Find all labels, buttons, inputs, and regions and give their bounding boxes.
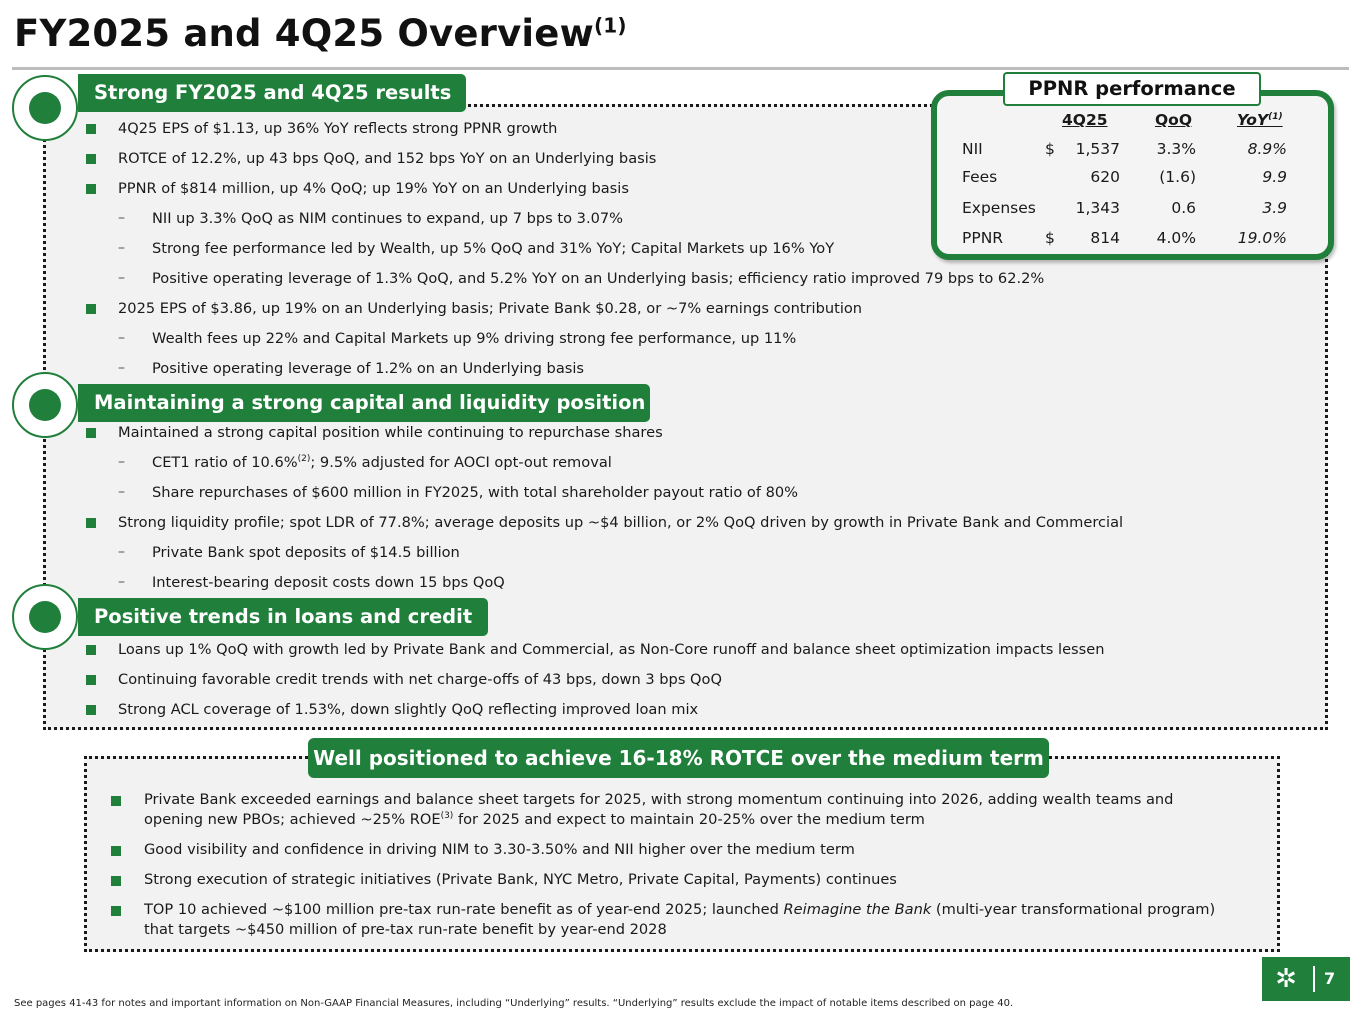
- bullet-text-continued: opening new PBOs; achieved ~25% ROE$^{(3)}$ for 2025 and expect to maintain 20-25% over the medium term: [144, 811, 925, 828]
- sub-bullet-text: Positive operating leverage of 1.2% on an Underlying basis: [152, 360, 585, 377]
- section-marker-loans: [12, 584, 78, 650]
- ppnr-row-qoq: 4.0%: [1156, 229, 1196, 247]
- ppnr-row-value: 1,343: [1075, 199, 1120, 217]
- bullet-square: [111, 906, 121, 916]
- bullet-text: Loans up 1% QoQ with growth led by Private Bank and Commercial, as Non-Core runoff and balance sheet optimization impacts lessen: [118, 641, 1105, 658]
- sub-bullet-text: Wealth fees up 22% and Capital Markets up 9% driving strong fee performance, up 11%: [152, 330, 797, 347]
- section-header-capital: Maintaining a strong capital and liquidity position: [78, 384, 650, 422]
- ppnr-row-label: Expenses: [962, 199, 1036, 217]
- ppnr-row-dollar: $: [1045, 229, 1055, 247]
- bullet-square: [86, 518, 96, 528]
- sub-bullet-dash: –: [118, 574, 125, 590]
- bullet-square: [111, 846, 121, 856]
- sub-bullet-text: Share repurchases of $600 million in FY2025, with total shareholder payout ratio of 80%: [152, 484, 799, 501]
- sub-bullet-dash: –: [118, 454, 125, 470]
- bullet-text: Maintained a strong capital position while continuing to repurchase shares: [118, 424, 663, 441]
- bullet-text: Strong ACL coverage of 1.53%, down slightly QoQ reflecting improved loan mix: [118, 701, 699, 718]
- ppnr-row-label: NII: [962, 140, 983, 158]
- sub-bullet-dash: –: [118, 210, 125, 226]
- bullet-text: Good visibility and confidence in driving NIM to 3.30-3.50% and NII higher over the medium term: [144, 841, 855, 858]
- bullet-square: [86, 705, 96, 715]
- brand-logo-badge: [1262, 957, 1350, 1001]
- ppnr-row-dollar: $: [1045, 140, 1055, 158]
- ppnr-row-qoq: 3.3%: [1156, 140, 1196, 158]
- sub-bullet-text: Positive operating leverage of 1.3% QoQ, and 5.2% YoY on an Underlying basis; efficiency ratio improved 79 bps to 62.2%: [152, 270, 1045, 287]
- ppnr-col-4q25: 4Q25: [1062, 111, 1108, 129]
- bullet-text: Strong liquidity profile; spot LDR of 77.8%; average deposits up ~$4 billion, or 2% QoQ driven by growth in Private Bank and Commercial: [118, 514, 1124, 531]
- section-header-results: Strong FY2025 and 4Q25 results: [78, 74, 466, 112]
- page-title: FY2025 and 4Q25 Overview$^{(1)}$: [14, 12, 627, 55]
- bullet-square: [86, 304, 96, 314]
- sub-bullet-text: Interest-bearing deposit costs down 15 bps QoQ: [152, 574, 505, 591]
- bullet-text: 4Q25 EPS of $1.13, up 36% YoY reflects strong PPNR growth: [118, 120, 558, 137]
- bullet-square: [86, 184, 96, 194]
- bullet-square: [111, 796, 121, 806]
- sub-bullet-text: CET1 ratio of 10.6%$^{(2)}$; 9.5% adjusted for AOCI opt-out removal: [152, 454, 612, 471]
- bullet-text: Continuing favorable credit trends with net charge-offs of 43 bps, down 3 bps QoQ: [118, 671, 722, 688]
- title-footnote-ref: (1): [593, 13, 627, 38]
- section-marker-results: [12, 75, 78, 141]
- sub-bullet-dash: –: [118, 330, 125, 346]
- section-header-outlook: Well positioned to achieve 16-18% ROTCE over the medium term: [308, 738, 1049, 778]
- ppnr-row-value: 620: [1090, 168, 1120, 186]
- bullet-text-continued: that targets ~$450 million of pre-tax run-rate benefit by year-end 2028: [144, 921, 667, 938]
- sub-bullet-dash: –: [118, 270, 125, 286]
- bullet-square: [86, 675, 96, 685]
- bullet-text: 2025 EPS of $3.86, up 19% on an Underlying basis; Private Bank $0.28, or ~7% earnings contribution: [118, 300, 863, 317]
- ppnr-row-value: 1,537: [1075, 140, 1120, 158]
- sub-bullet-text: NII up 3.3% QoQ as NIM continues to expand, up 7 bps to 3.07%: [152, 210, 624, 227]
- bullet-text: Private Bank exceeded earnings and balance sheet targets for 2025, with strong momentum continuing into 2026, adding wealth teams and: [144, 791, 1174, 808]
- section-marker-capital: [12, 372, 78, 438]
- ppnr-row-yoy: 3.9: [1262, 199, 1287, 217]
- sub-bullet-text: Strong fee performance led by Wealth, up 5% QoQ and 31% YoY; Capital Markets up 16% YoY: [152, 240, 835, 257]
- ppnr-row-qoq: 0.6: [1171, 199, 1196, 217]
- ppnr-row-yoy: 19.0%: [1237, 229, 1287, 247]
- brand-logo-icon: ✲: [1275, 964, 1297, 994]
- bullet-text: PPNR of $814 million, up 4% QoQ; up 19% YoY on an Underlying basis: [118, 180, 629, 197]
- sub-bullet-dash: –: [118, 484, 125, 500]
- sub-bullet-dash: –: [118, 360, 125, 376]
- ppnr-row-label: Fees: [962, 168, 998, 186]
- bullet-square: [86, 124, 96, 134]
- bullet-square: [86, 154, 96, 164]
- bullet-text: TOP 10 achieved ~$100 million pre-tax run-rate benefit as of year-end 2025; launched Reimagine the Bank (multi-year transformational program): [144, 901, 1216, 918]
- ppnr-col-yoy: YoY$^{(1)}$: [1237, 111, 1283, 129]
- ppnr-row-value: 814: [1090, 229, 1120, 247]
- ppnr-row-qoq: (1.6): [1159, 168, 1196, 186]
- section-marker-dot: [29, 389, 61, 421]
- ppnr-title: PPNR performance: [1003, 72, 1261, 106]
- bullet-square: [111, 876, 121, 886]
- bullet-square: [86, 645, 96, 655]
- logo-separator: [1313, 966, 1315, 992]
- ppnr-row-yoy: 9.9: [1262, 168, 1287, 186]
- sub-bullet-dash: –: [118, 240, 125, 256]
- footnote: See pages 41-43 for notes and important information on Non-GAAP Financial Measures, including “Underlying” results. “Underlying” results exclude the impact of notable items described on page 40.: [14, 998, 1014, 1009]
- sub-bullet-dash: –: [118, 544, 125, 560]
- bullet-square: [86, 428, 96, 438]
- page-number: 7: [1324, 969, 1336, 988]
- sub-bullet-text: Private Bank spot deposits of $14.5 billion: [152, 544, 460, 561]
- bullet-text: ROTCE of 12.2%, up 43 bps QoQ, and 152 bps YoY on an Underlying basis: [118, 150, 657, 167]
- section-marker-dot: [29, 601, 61, 633]
- bullet-text: Strong execution of strategic initiatives (Private Bank, NYC Metro, Private Capital, Payments) continues: [144, 871, 897, 888]
- ppnr-col-qoq: QoQ: [1155, 111, 1193, 129]
- ppnr-row-label: PPNR: [962, 229, 1004, 247]
- section-marker-dot: [29, 92, 61, 124]
- title-divider: [12, 67, 1349, 70]
- ppnr-row-yoy: 8.9%: [1247, 140, 1287, 158]
- section-header-loans: Positive trends in loans and credit: [78, 598, 488, 636]
